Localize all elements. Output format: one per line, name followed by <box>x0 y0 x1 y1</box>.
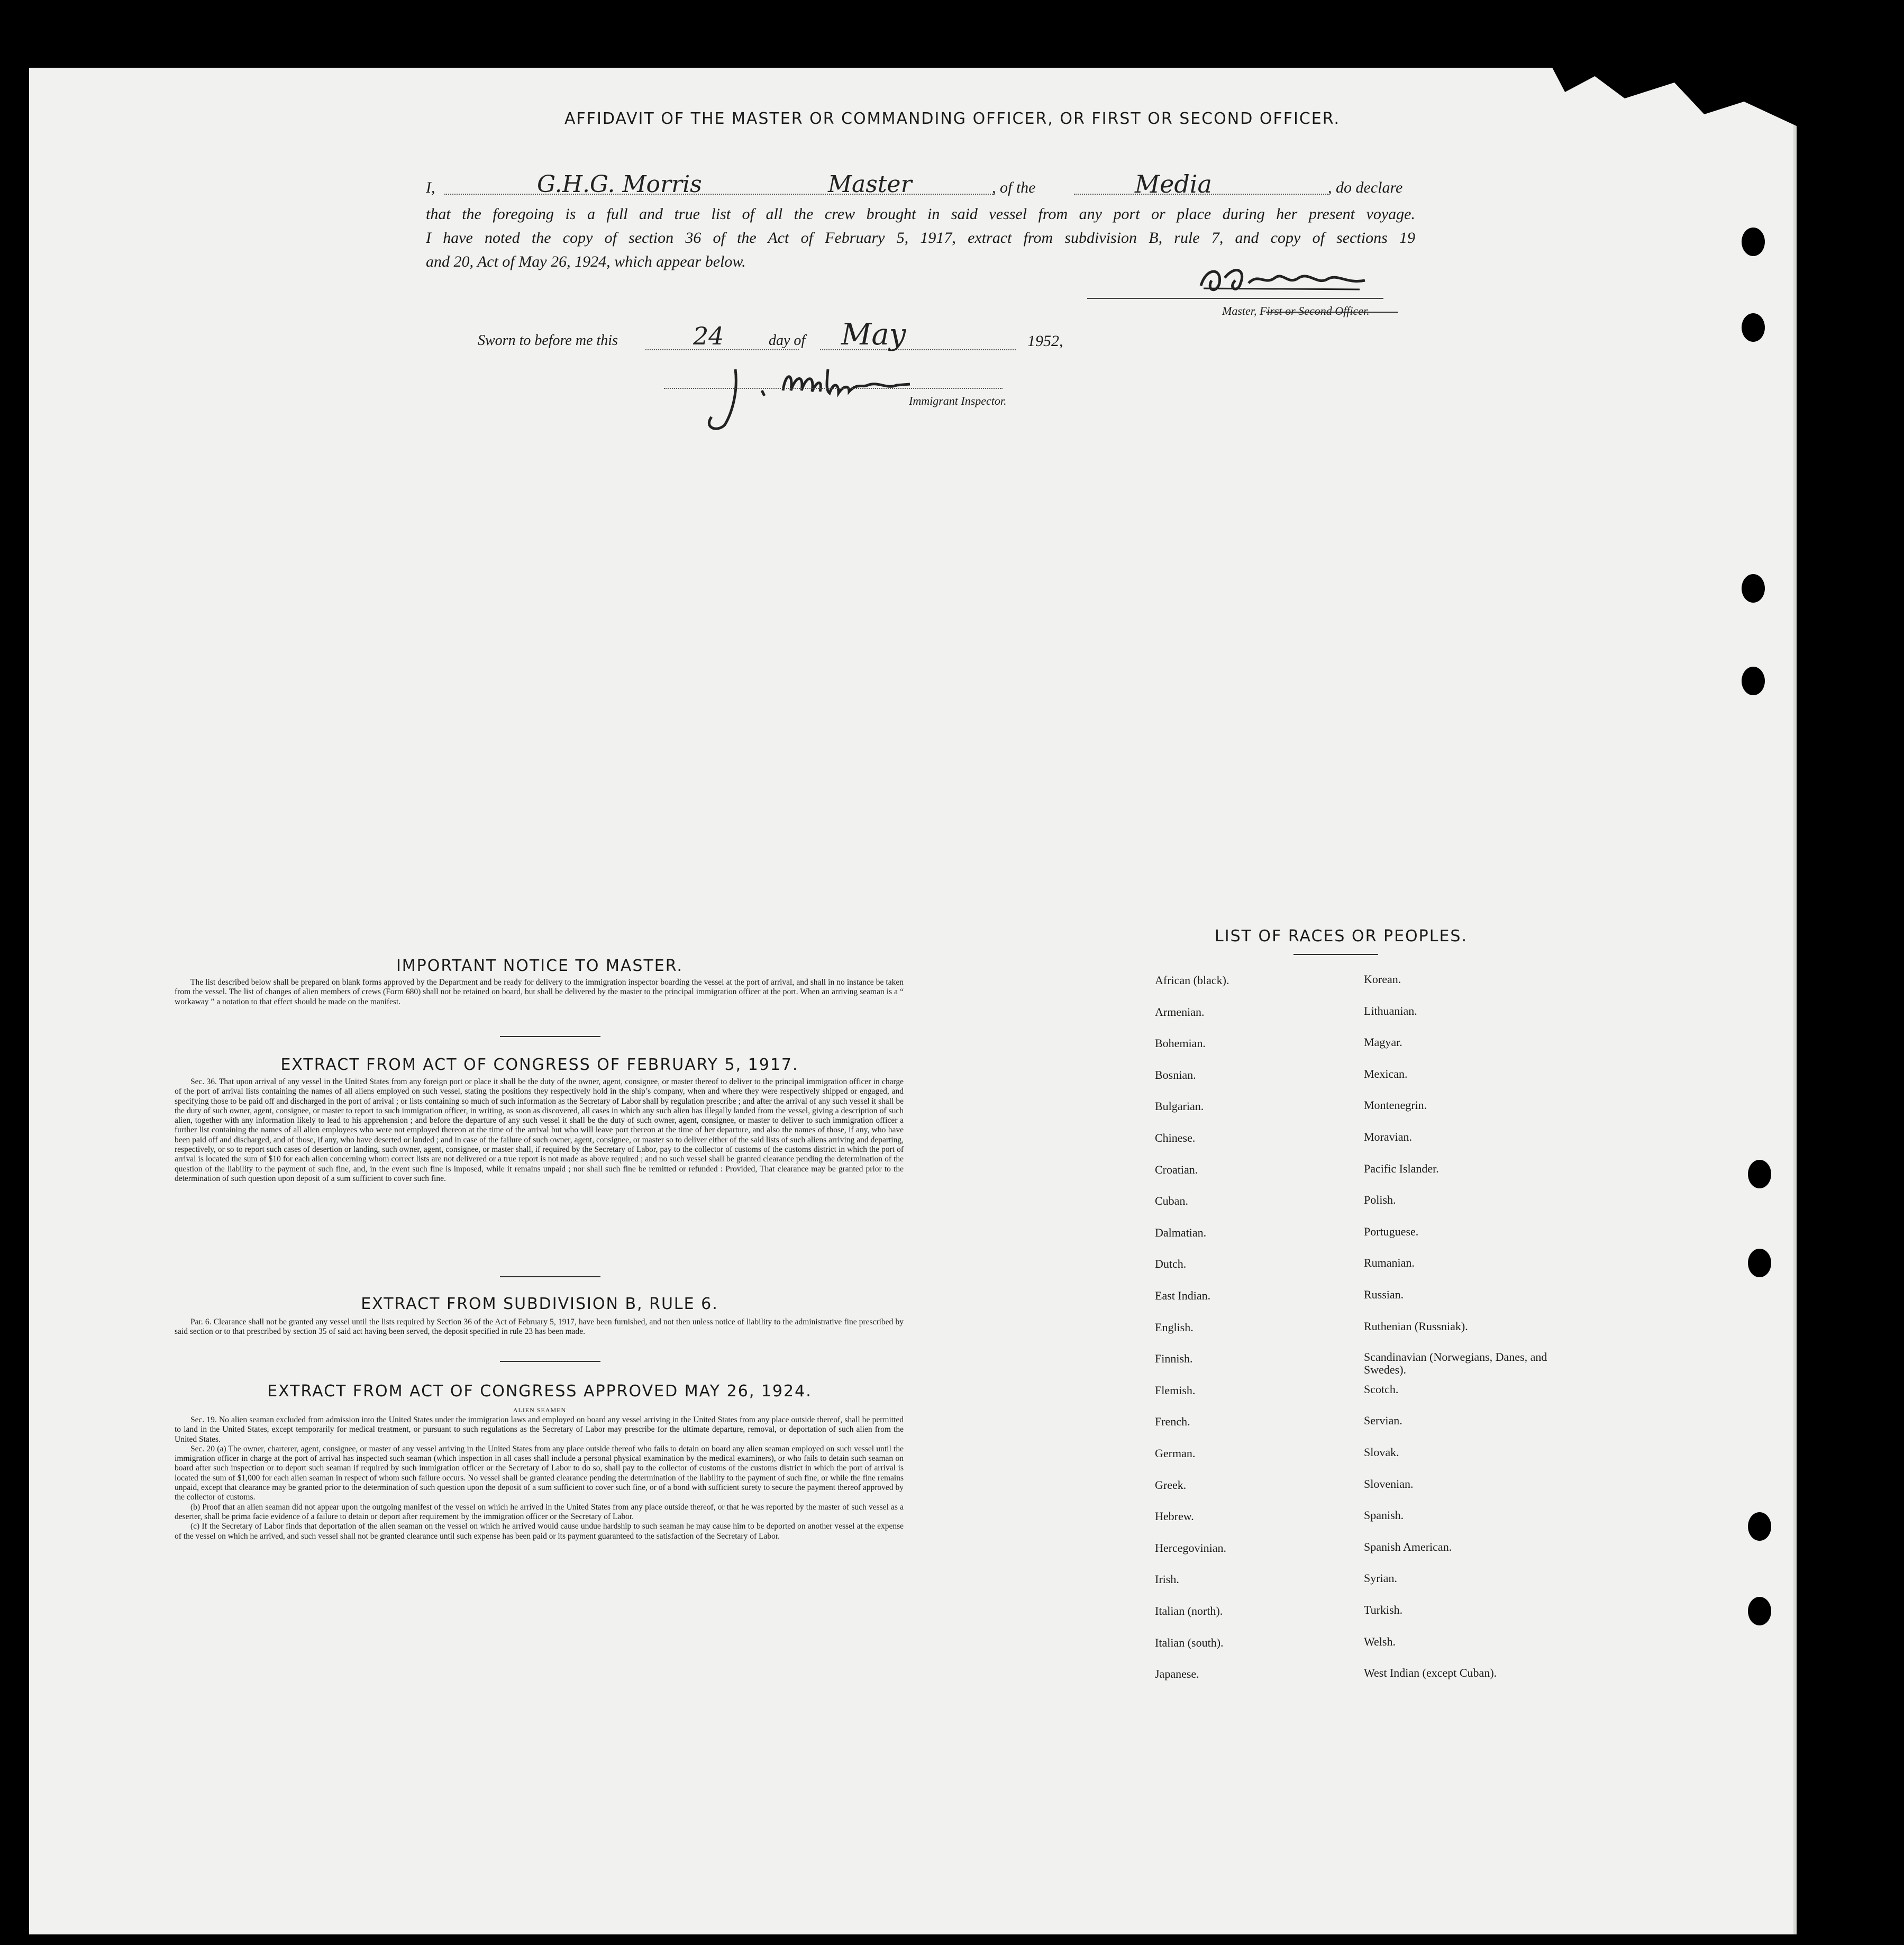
punch-hole <box>1748 1160 1771 1188</box>
race-item: German. <box>1155 1447 1196 1460</box>
race-item: Slovak. <box>1364 1446 1399 1459</box>
sworn-day-of: day of <box>769 332 806 349</box>
race-item: Syrian. <box>1364 1571 1397 1585</box>
race-item: Slovenian. <box>1364 1477 1414 1490</box>
inspector-signature-line <box>664 388 1003 389</box>
race-item: Lithuanian. <box>1364 1004 1417 1017</box>
vessel-line <box>1074 194 1328 195</box>
section-20c: (c) If the Secretary of Labor finds that deportation of the alien seaman on the vessel on which he arrived would cause undue hardship to such seaman he may cause him to be deported on another vessel at the expense of the vessel on which he arrived, and such vessel shall not be granted clearance until such expense has been paid or its payment guaranteed to the satisfaction of the Secretary of Labor. <box>175 1522 904 1541</box>
extract-1924-sections <box>175 1415 904 1541</box>
race-item: Turkish. <box>1364 1603 1403 1616</box>
race-item: African (black). <box>1155 974 1229 987</box>
race-item: Irish. <box>1155 1573 1179 1586</box>
affidavit-title: AFFIDAVIT OF THE MASTER OR COMMANDING OFFICER, OR FIRST OR SECOND OFFICER. <box>564 110 1341 128</box>
vessel-of: , of the <box>992 179 1036 196</box>
punch-hole <box>1742 228 1765 256</box>
race-item: Magyar. <box>1364 1035 1402 1049</box>
vessel-name: Media <box>1135 170 1212 198</box>
race-item: Moravian. <box>1364 1130 1413 1143</box>
race-item: Dutch. <box>1155 1257 1187 1271</box>
race-item: Scandinavian (Norwegians, Danes, and Swedes). <box>1364 1350 1547 1377</box>
inspector-caption: Immigrant Inspector. <box>909 394 1007 407</box>
affidavit-line2: that the foregoing is a full and true list of all the crew brought in said vessel from any port or place during her present voyage. <box>426 205 1415 223</box>
punch-hole <box>1742 574 1765 603</box>
officer-signature-line <box>1087 298 1383 299</box>
name-line <box>444 194 995 195</box>
extract-1917-text: Sec. 36. That upon arrival of any vessel in the United States from any foreign port or place it shall be the duty of the owner, agent, consignee, or master thereof to deliver to the principal immigration officer in charge of the port of arrival lists containing the names of all aliens employed on such vessel, stating the positions they respectively hold in the ship’s company, when and where they were respectively shipped or engaged, and specifying those to be paid off and discharged in the port of arrival ; or lists containing so much of such information as the Secretary of Labor shall by regulation prescribe ; and after the arrival of any such vessel it shall be the duty of such owner, agent, consignee, or master to report to such immigration officer, in writing, as soon as discovered, all cases in which any such alien has illegally landed from the vessel, giving a description of such alien, together with any information likely to lead to his apprehension ; and before the departure of any such vessel it shall be the duty of such owner, agent, consignee, or master to deliver to such immigration officer a further list containing the names of all alien employees who were not employed thereon at the time of the arrival but who will leave port thereon at the time of her departure, and also the names of those, if any, who have been paid off and discharged, and of those, if any, who have deserted or landed ; and in case of the failure of such owner, agent, consignee, or master so to deliver either of the said lists of such aliens arriving and departing, respectively, or so to report such cases of desertion or landing, such owner, agent, consignee, or master shall, if required by the Secretary of Labor, pay to the collector of customs of the customs district in which the port of arrival is located the sum of $10 for each alien concerning whom correct lists are not delivered or a true report is not made as above required ; and no such vessel shall be granted clearance pending the determination of the question of the liability to the payment of such fine, and, in the event such fine is imposed, while it remains unpaid ; nor shall such fine be remitted or refunded : Provided, That clearance may be granted prior to the determination of such question upon deposit of a sum sufficient to cover such fine. <box>175 1077 904 1183</box>
section-20a: Sec. 20 (a) The owner, charterer, agent, consignee, or master of any vessel arriving in the United States from any place outside thereof who fails to detain on board any alien seaman employed on such vessel until the immigration officer in charge at the port of arrival has inspected such seaman (which inspection in all cases shall include a personal physical examination by the medical examiners), or who fails to detain such seaman on board after such inspection or to deport such seaman if required by such immigration officer or the Secretary of Labor to do so, shall pay to the collector of customs of the customs district in which the port of arrival is located the sum of $1,000 for each alien seaman in respect of whom such failure occurs. No vessel shall be granted clearance pending the determination of the liability to the payment of such fine, or while the fine remains unpaid, except that clearance may be granted prior to the determination of such question upon the deposit of a sum sufficient to cover such fine, or of a bond with sufficient surety to secure the payment thereof approved by the collector of customs. <box>175 1444 904 1502</box>
subdivision-b-text: Par. 6. Clearance shall not be granted any vessel until the lists required by Section 36 of the Act of February 5, 1917, have been furnished, and not then unless notice of liability to the administrative fine prescribed by said section or to that prescribed by section 35 of said act having been served, the deposit specified in rule 23 has been made. <box>175 1317 904 1337</box>
extract-1917-title: EXTRACT FROM ACT OF CONGRESS OF FEBRUARY 5, 1917. <box>280 1056 799 1074</box>
race-item: Dalmatian. <box>1155 1225 1207 1239</box>
divider <box>500 1276 600 1277</box>
punch-hole <box>1748 1512 1771 1541</box>
race-item: Italian (north). <box>1155 1604 1223 1617</box>
master-signature <box>1196 262 1370 299</box>
race-item: Armenian. <box>1155 1005 1205 1019</box>
affidavit-line4: and 20, Act of May 26, 1924, which appear below. <box>426 253 746 270</box>
officer-strike <box>1266 312 1398 313</box>
sworn-month: May <box>841 317 906 352</box>
race-item: Hercegovinian. <box>1155 1541 1226 1555</box>
divider <box>500 1036 600 1037</box>
extract-1924-title: EXTRACT FROM ACT OF CONGRESS APPROVED MAY 26, 1924. <box>267 1382 812 1401</box>
sworn-prefix: Sworn to before me this <box>478 332 618 349</box>
section-20b: (b) Proof that an alien seaman did not appear upon the outgoing manifest of the vessel on which he arrived in the United States from any place outside thereof, or that he was reported by the master of such vessel as a deserter, shall be prima facie evidence of a failure to detain or deport after requirement by the immigration officer or the Secretary of Labor. <box>175 1502 904 1521</box>
punch-hole <box>1742 667 1765 695</box>
race-item: Croatian. <box>1155 1162 1198 1176</box>
races-right-column <box>1364 972 1565 1692</box>
races-divider <box>1293 954 1378 955</box>
race-item: French. <box>1155 1415 1190 1429</box>
alien-seamen-subtitle: ALIEN SEAMEN <box>513 1406 567 1414</box>
race-item: East Indian. <box>1155 1289 1211 1302</box>
race-item: Spanish. <box>1364 1508 1404 1522</box>
race-item: Bosnian. <box>1155 1068 1196 1081</box>
sworn-day: 24 <box>693 322 724 350</box>
officer-caption-text: Master, First or Second Officer. <box>1222 304 1370 317</box>
race-item: Ruthenian (Russniak). <box>1364 1319 1468 1333</box>
declarant-prefix: I, <box>426 179 435 196</box>
race-item: Spanish American. <box>1364 1540 1452 1553</box>
punch-hole <box>1748 1597 1771 1625</box>
race-item: Japanese. <box>1155 1667 1199 1681</box>
race-item: Hebrew. <box>1155 1510 1194 1523</box>
races-title: LIST OF RACES OR PEOPLES. <box>1215 927 1468 946</box>
race-item: Greek. <box>1155 1478 1187 1492</box>
race-item: Portuguese. <box>1364 1224 1419 1238</box>
race-item: Korean. <box>1364 972 1401 986</box>
race-item: Scotch. <box>1364 1382 1399 1396</box>
race-item: Polish. <box>1364 1193 1396 1207</box>
officer-caption <box>1222 304 1370 318</box>
races-left-column <box>1155 974 1345 1693</box>
race-item: Welsh. <box>1364 1634 1396 1648</box>
race-item: Pacific Islander. <box>1364 1161 1439 1175</box>
race-item: Russian. <box>1364 1288 1404 1301</box>
section-19: Sec. 19. No alien seaman excluded from admission into the United States under the immigration laws and employed on board any vessel arriving in the United States from any place outside thereof, shall be permitted to land in the United States, except temporarily for medical treatment, or pursuant to such regulations as the Secretary of Labor may prescribe for the ultimate departure, removal, or deportation of such alien from the United States. <box>175 1415 904 1444</box>
divider <box>500 1361 600 1362</box>
punch-hole <box>1748 1249 1771 1277</box>
notice-title: IMPORTANT NOTICE TO MASTER. <box>396 957 684 975</box>
race-item: Cuban. <box>1155 1194 1188 1208</box>
affidavit-line3: I have noted the copy of section 36 of the Act of February 5, 1917, extract from subdivision B, rule 7, and copy of sections 19 <box>426 229 1415 247</box>
affidavit-line1 <box>426 170 1415 199</box>
subdivision-b-title: EXTRACT FROM SUBDIVISION B, RULE 6. <box>361 1295 718 1313</box>
sworn-year: 1952, <box>1027 332 1063 350</box>
race-item: Finnish. <box>1155 1352 1193 1366</box>
declare-suffix: , do declare <box>1328 179 1403 196</box>
race-item: Italian (south). <box>1155 1635 1224 1649</box>
race-item: Montenegrin. <box>1364 1098 1427 1112</box>
race-item: English. <box>1155 1320 1194 1334</box>
race-item: Flemish. <box>1155 1383 1196 1397</box>
race-item: West Indian (except Cuban). <box>1364 1666 1497 1680</box>
race-item: Bohemian. <box>1155 1037 1206 1050</box>
race-item: Rumanian. <box>1364 1256 1415 1270</box>
race-item: Servian. <box>1364 1414 1402 1428</box>
declarant-position: Master <box>828 171 912 198</box>
declarant-name: G.H.G. Morris <box>537 171 702 198</box>
race-item: Chinese. <box>1155 1131 1196 1144</box>
notice-text: The list described below shall be prepared on blank forms approved by the Department and be ready for delivery to the immigration inspector boarding the vessel at the port of arrival, and shall in no instance be taken from the vessel. The list of changes of alien members of crews (Form 680) shall not be retained on board, but shall be delivered by the master to the principal immigration officer at the port. When an arriving seaman is a “ workaway ” a notation to that effect should be made on the manifest. <box>175 978 904 1006</box>
race-item: Mexican. <box>1364 1067 1408 1080</box>
race-item: Bulgarian. <box>1155 1099 1204 1113</box>
punch-hole <box>1742 313 1765 342</box>
